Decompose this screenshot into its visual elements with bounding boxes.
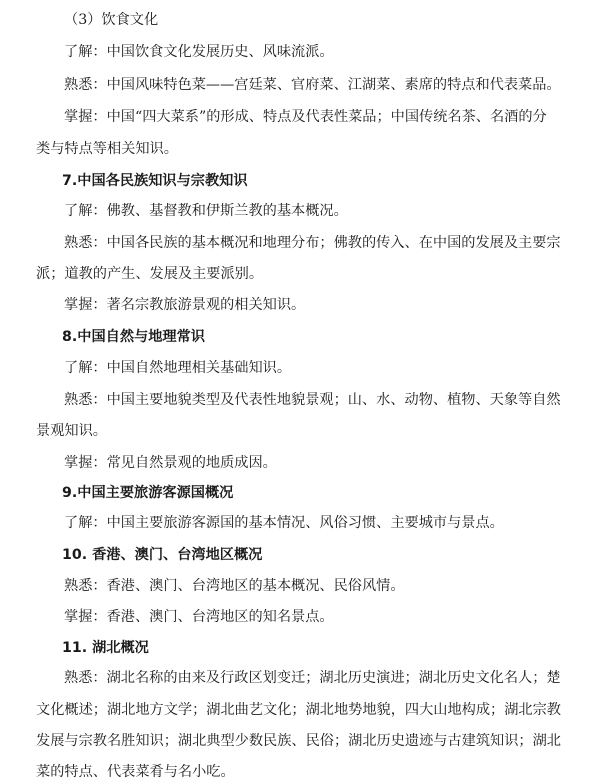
heading-section-11: 11. 湖北概况 [62,640,149,656]
heading-section-7: 7.中国各民族知识与宗教知识 [62,173,248,189]
hubei-familiar-line: 熟悉：湖北名称的由来及行政区划变迁；湖北历史演进；湖北历史文化名人；楚 [64,670,561,686]
section-diet-culture-title: （3）饮食文化 [64,12,159,28]
heading-section-10: 10. 香港、澳门、台湾地区概况 [62,547,263,563]
hmt-familiar-line: 熟悉：香港、澳门、台湾地区的基本概况、民俗风情。 [64,578,405,594]
religion-understand-line: 了解：佛教、基督教和伊斯兰教的基本概况。 [64,203,348,219]
hubei-familiar-line-cont-2: 发展与宗教名胜知识；湖北典型少数民族、民俗；湖北历史遗迹与古建筑知识；湖北 [36,733,561,749]
heading-section-9: 9.中国主要旅游客源国概况 [62,485,234,501]
diet-familiar-line: 熟悉：中国风味特色菜——宫廷菜、官府菜、江湖菜、素席的特点和代表菜品。 [64,77,561,93]
source-countries-understand-line: 了解：中国主要旅游客源国的基本情况、风俗习惯、主要城市与景点。 [64,515,504,531]
religion-familiar-line: 熟悉：中国各民族的基本概况和地理分布；佛教的传入、在中国的发展及主要宗 [64,235,561,251]
geo-understand-line: 了解：中国自然地理相关基础知识。 [64,360,292,376]
geo-familiar-line: 熟悉：中国主要地貌类型及代表性地貌景观；山、水、动物、植物、天象等自然 [64,392,561,408]
diet-understand-line: 了解：中国饮食文化发展历史、风味流派。 [64,44,334,60]
diet-master-line: 掌握：中国“四大菜系”的形成、特点及代表性菜品；中国传统名茶、名酒的分 [64,109,547,125]
hmt-master-line: 掌握：香港、澳门、台湾地区的知名景点。 [64,609,334,625]
geo-master-line: 掌握：常见自然景观的地质成因。 [64,455,277,471]
diet-master-line-cont: 类与特点等相关知识。 [36,141,178,157]
heading-section-8: 8.中国自然与地理常识 [62,329,205,345]
religion-familiar-line-cont: 派；道教的产生、发展及主要派别。 [36,266,264,282]
geo-familiar-line-cont: 景观知识。 [36,423,107,439]
religion-master-line: 掌握：著名宗教旅游景观的相关知识。 [64,297,306,313]
hubei-familiar-line-cont-1: 文化概述；湖北地方文学；湖北曲艺文化；湖北地势地貌，四大山地构成；湖北宗教 [36,702,561,718]
hubei-familiar-line-cont-3: 菜的特点、代表菜肴与名小吃。 [36,764,235,780]
